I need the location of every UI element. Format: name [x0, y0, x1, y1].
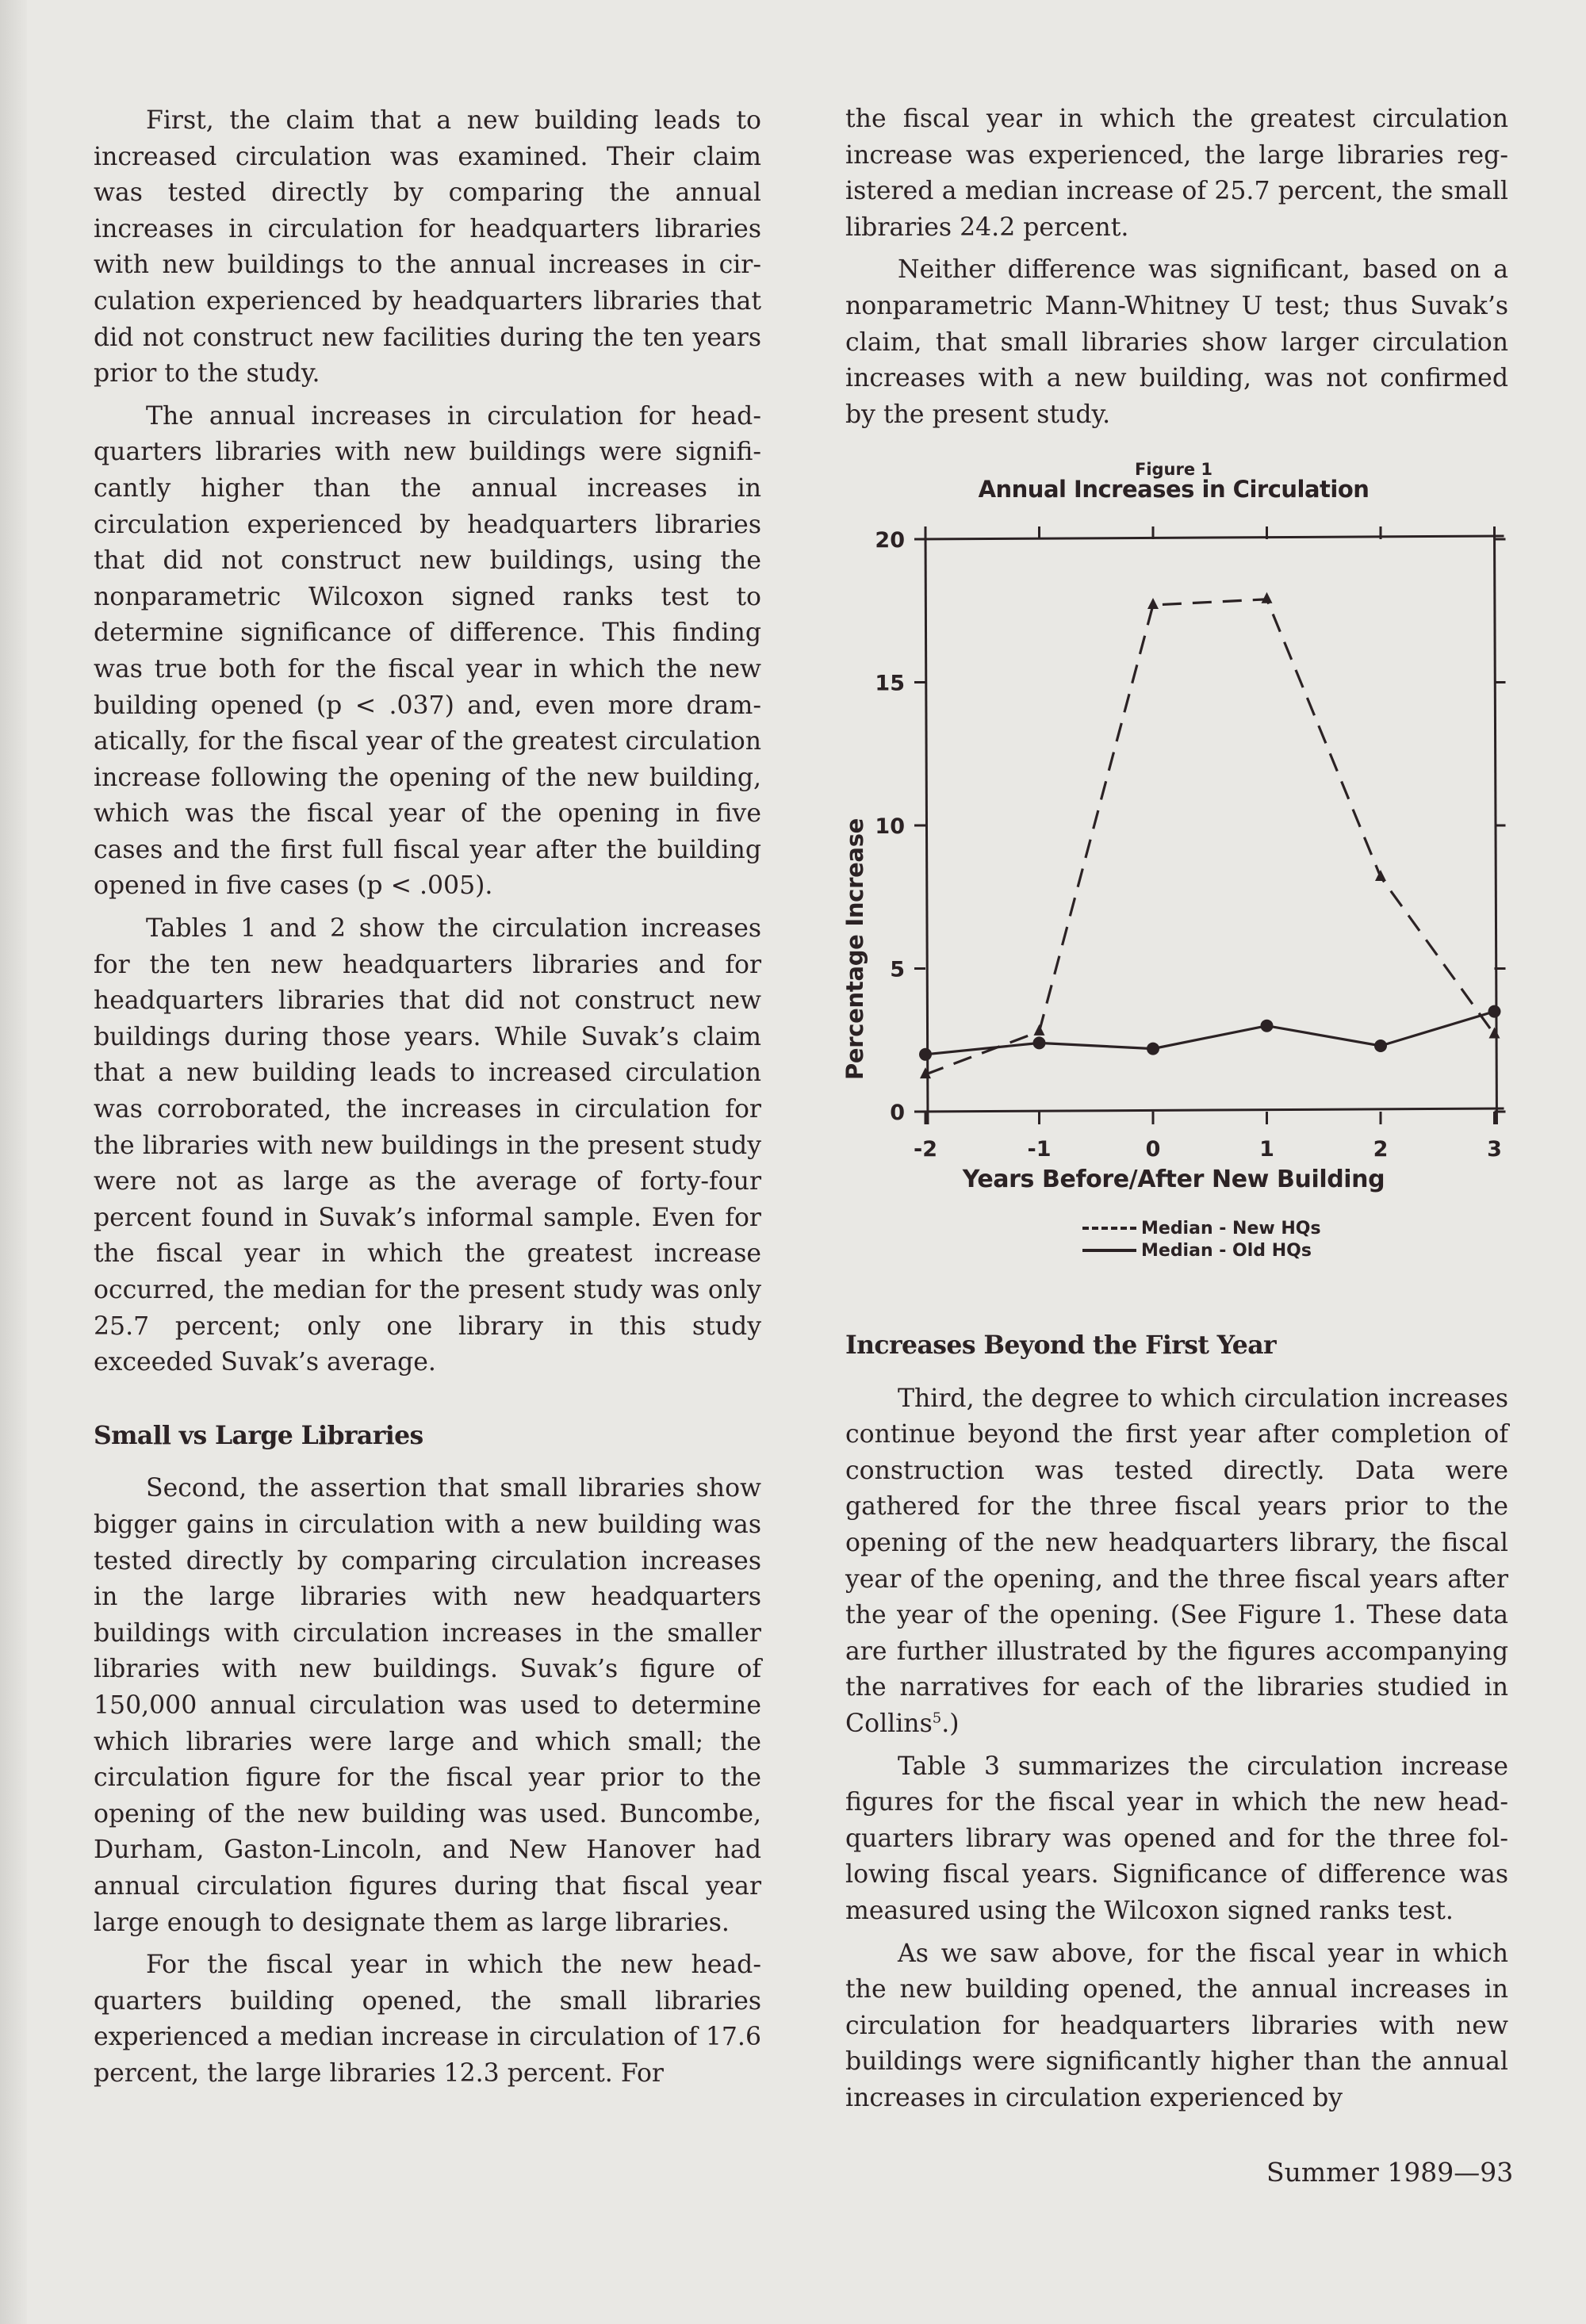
- section-heading-beyond-first-year: Increases Beyond the First Year: [845, 1330, 1277, 1360]
- data-point-triangle-icon: [1034, 1024, 1045, 1036]
- paragraph: the fiscal year in which the greatest circulation increase was experienced, the large libraries registered a median increase of 25.7 percent, the small libraries 24.2 percent.: [845, 105, 1508, 242]
- y-tick-label: 0: [890, 1101, 905, 1125]
- data-point-circle-icon: [1488, 1005, 1501, 1018]
- x-axis-line: [916, 1108, 1504, 1112]
- x-tick-label: -2: [914, 1137, 937, 1158]
- legend-item-old-hqs: Median - Old HQs: [1082, 1239, 1321, 1262]
- data-point-circle-icon: [1033, 1036, 1046, 1049]
- data-point-circle-icon: [1374, 1039, 1387, 1052]
- data-point-triangle-icon: [1375, 870, 1386, 881]
- x-tick-label: 3: [1487, 1137, 1502, 1158]
- data-point-circle-icon: [1261, 1020, 1274, 1032]
- figure-title: Annual Increases in Circulation: [978, 476, 1370, 503]
- paragraph: Second, the assertion that small libraries show bigger gains in circulation with a new building was tested directly by comparing circulation increases in the large libraries with new headquarters buildings with circulation increases in the smaller libraries with new buildings. Suvak’s figure of 150,000 annual circulation was used to determine which libraries were large and which small; the circulation figure for the fiscal year prior to the opening of the new building was used. Buncombe, Durham, Gaston-Lincoln, and New Hanover had annual circulation figures during that fiscal year large enough to designate them as large libraries.: [94, 1474, 761, 1937]
- data-point-circle-icon: [919, 1048, 932, 1061]
- x-tick-label: -1: [1027, 1137, 1052, 1158]
- dashed-line-swatch-icon: [1082, 1227, 1136, 1230]
- y-axis-label: Percentage Increase: [841, 817, 868, 1081]
- data-point-triangle-icon: [1489, 1028, 1500, 1039]
- line-chart: [825, 444, 1523, 1158]
- paragraph: As we saw above, for the fiscal year in which the new building opened, the annual increases in circulation for headquarters libraries with new buildings were significantly higher than the annual increases in circulation experienced by: [845, 1939, 1508, 2112]
- footnote-ref[interactable]: 5: [932, 1709, 942, 1727]
- paragraph: The annual increases in circulation for headquarters libraries with new buildings were significantly higher than the annual increases in circulation experienced by headquarters libraries that did not construct new buildings, using the nonparametric Wilcoxon signed ranks test to determine significance of difference. This finding was true both for the fiscal year in which the new building opened (p < .037) and, even more dramatically, for the fiscal year of the greatest circulation increase following the opening of the new building, which was the fiscal year of the opening in five cases and the first full fiscal year after the building opened in five cases (p < .005).: [94, 401, 761, 901]
- data-point-triangle-icon: [1262, 592, 1273, 603]
- y-axis-line: [925, 530, 928, 1124]
- right-column-top: [845, 101, 1508, 433]
- legend-item-new-hqs: Median - New HQs: [1082, 1217, 1321, 1239]
- y-tick-label: 20: [875, 528, 905, 553]
- y-tick-label: 5: [890, 957, 905, 982]
- x-tick-label: 0: [1145, 1137, 1161, 1158]
- page-gutter-edge: [0, 0, 27, 2324]
- solid-line-swatch-icon: [1082, 1249, 1136, 1252]
- data-point-triangle-icon: [1147, 598, 1159, 609]
- running-footer: Summer 1989—93: [1266, 2157, 1514, 2188]
- data-point-circle-icon: [1147, 1043, 1159, 1055]
- figure-1: [825, 444, 1523, 1269]
- y-tick-label: 15: [875, 671, 905, 696]
- chart-legend: [1082, 1217, 1321, 1262]
- section-heading-small-vs-large: Small vs Large Libraries: [94, 1420, 423, 1450]
- figure-label: Figure 1: [1134, 460, 1213, 479]
- paragraph: First, the claim that a new building leads to increased circulation was examined. Their claim was tested directly by comparing the annual increases in circulation for headquarters libraries with new buildings to the annual increases in circulation experienced by headquarters libraries that did not construct new facilities during the ten years prior to the study.: [94, 106, 761, 389]
- series-old-hqs-line: [925, 1012, 1495, 1055]
- left-column: [94, 103, 761, 2092]
- paragraph: Third, the degree to which circulation increases continue beyond the first year after completion of construction was tested directly. Data were gathered for the three fiscal years prior to the opening of the new headquarters library, the fiscal year of the opening, and the three fiscal years after the year of the opening. (See Figure 1. These data are further illustrated by the figures accompanying the narratives for each of the libraries studied in Collins$^5$.): [845, 1384, 1508, 1738]
- x-tick-label: 2: [1373, 1137, 1389, 1158]
- paragraph: Tables 1 and 2 show the circulation increases for the ten new headquarters libraries and for headquarters libraries that did not construct new buildings during those years. While Suvak’s claim that a new building leads to increased circulation was corroborated, the increases in circulation for the libraries with new buildings in the present study were not as large as the average of forty-four percent found in Suvak’s informal sample. Even for the fiscal year in which the greatest increase occurred, the median for the present study was only 25.7 percent; only one library in this study exceeded Suvak’s average.: [94, 914, 761, 1377]
- top-axis-line: [916, 536, 1504, 539]
- right-column-bottom: [845, 1308, 1508, 2116]
- paragraph: Neither difference was significant, based on a nonparametric Mann-Whitney U test; thus Suvak’s claim, that small libraries show larger circulation increases with a new building, was not confirmed by the present study.: [845, 255, 1508, 429]
- x-axis-label: Years Before/After New Building: [962, 1166, 1385, 1193]
- paragraph: For the fiscal year in which the new headquarters building opened, the small libraries experienced a median increase in circulation of 17.6 percent, the large libraries 12.3 percent. For: [94, 1951, 761, 2088]
- x-tick-label: 1: [1259, 1137, 1274, 1158]
- series-new-hqs-line: [925, 599, 1495, 1074]
- paragraph: Table 3 summarizes the circulation increase figures for the fiscal year in which the new headquarters library was opened and for the three following fiscal years. Significance of difference was measured using the Wilcoxon signed ranks test.: [845, 1752, 1508, 1925]
- y-tick-label: 10: [875, 814, 905, 839]
